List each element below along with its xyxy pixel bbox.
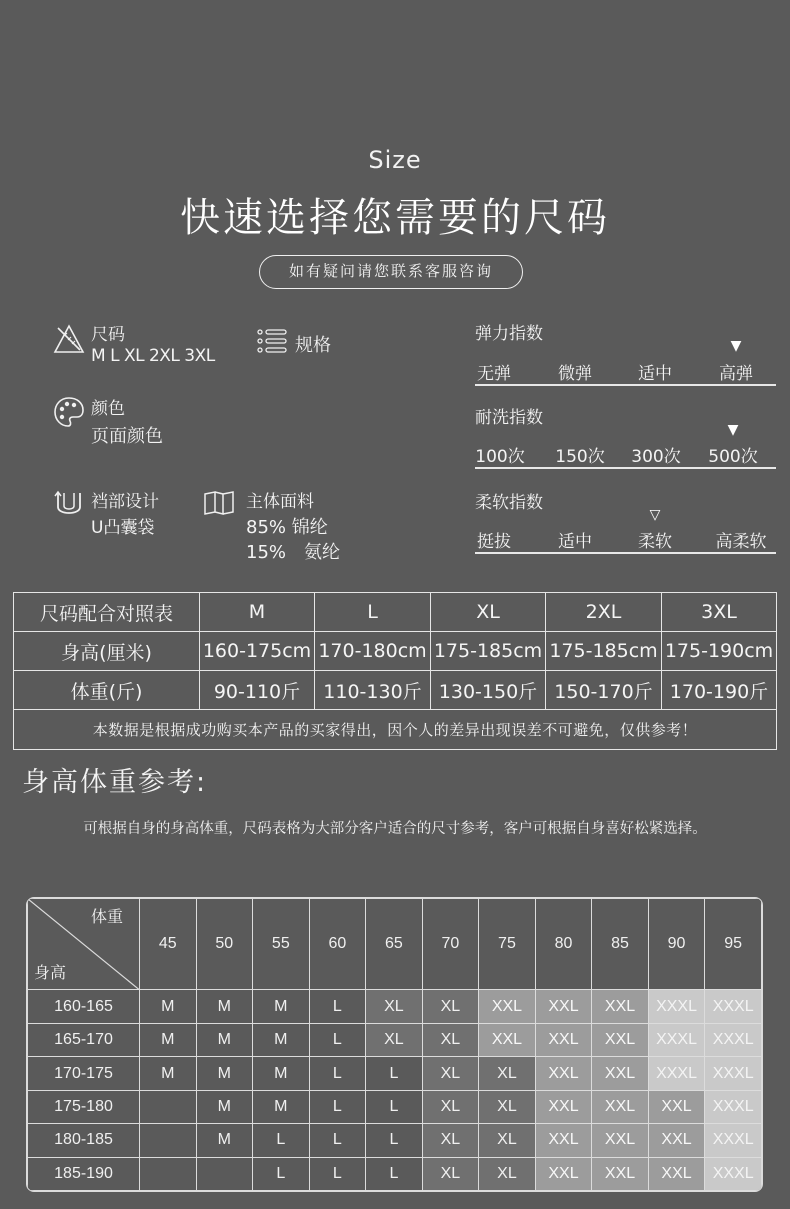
size-cell: L <box>309 1157 366 1190</box>
size-heading: Size <box>368 146 422 174</box>
soft-scale-line <box>475 552 776 554</box>
size-cell: XXXL <box>705 1023 762 1056</box>
weight-header-cell: 60 <box>309 899 366 990</box>
grid-header-row <box>28 899 762 990</box>
wash-option: 150次 <box>555 447 605 467</box>
table-cell: 150-170斤 <box>546 671 662 710</box>
size-cell: XXL <box>648 1090 705 1123</box>
size-label: 尺码 <box>91 325 125 345</box>
size-cell: L <box>309 1023 366 1056</box>
wash-index-title: 耐洗指数 <box>475 408 543 428</box>
size-cell: M <box>140 990 197 1023</box>
list-icon <box>256 328 288 354</box>
size-chart-title: 尺码配合对照表 <box>14 593 200 632</box>
size-cell: L <box>366 1157 423 1190</box>
soft-option: 柔软 <box>638 532 672 552</box>
elastic-index-title: 弹力指数 <box>475 324 543 344</box>
color-label: 颜色 <box>91 399 125 419</box>
table-row <box>14 671 777 710</box>
book-icon <box>203 490 235 516</box>
size-cell: M <box>196 1023 253 1056</box>
table-row <box>28 1124 762 1157</box>
size-cell: XL <box>422 1023 479 1056</box>
wash-scale-line <box>475 467 776 469</box>
size-cell: XXL <box>592 1023 649 1056</box>
fabric-nylon: 85% 锦纶 <box>246 517 328 538</box>
size-cell: L <box>366 1090 423 1123</box>
size-cell: XL <box>422 1057 479 1090</box>
size-cell: L <box>366 1124 423 1157</box>
corner-weight-label: 体重 <box>90 909 123 926</box>
size-chart-header <box>14 593 777 632</box>
size-cell: XXXL <box>705 990 762 1023</box>
size-cell: XXL <box>535 1157 592 1190</box>
weight-header-cell: 50 <box>196 899 253 990</box>
size-cell <box>196 1157 253 1190</box>
size-chart-note: 本数据是根据成功购买本产品的买家得出，因个人的差异出现误差不可避免，仅供参考！ <box>14 710 777 750</box>
weight-header-cell: 95 <box>705 899 762 990</box>
table-row <box>28 1023 762 1056</box>
soft-option: 挺拔 <box>477 532 511 552</box>
weight-header-cell: 45 <box>140 899 197 990</box>
hanger-ruler-icon <box>52 322 86 356</box>
size-cell: XXL <box>535 1090 592 1123</box>
size-cell: XXL <box>648 1157 705 1190</box>
soft-option: 高柔软 <box>715 532 767 552</box>
size-cell <box>140 1124 197 1157</box>
size-cell: XL <box>422 1124 479 1157</box>
page-title: 快速选择您需要的尺码 <box>180 195 610 241</box>
contact-service-button[interactable]: 如有疑问请您联系客服咨询 <box>259 255 523 289</box>
fabric-spandex: 15% 氨纶 <box>246 542 341 563</box>
weight-header-cell: 65 <box>366 899 423 990</box>
size-cell: M <box>196 1057 253 1090</box>
row-label: 身高(厘米) <box>14 632 200 671</box>
size-chart-col: 3XL <box>662 593 777 632</box>
height-row-label: 185-190 <box>28 1157 140 1190</box>
table-cell: 175-190cm <box>662 632 777 671</box>
size-cell: XXL <box>592 1090 649 1123</box>
table-row <box>28 1057 762 1090</box>
size-cell: XXL <box>592 1124 649 1157</box>
size-chart-col: 2XL <box>546 593 662 632</box>
wash-option: 500次 <box>708 447 758 467</box>
color-value: 页面颜色 <box>91 426 163 447</box>
size-chart-note-row <box>14 710 777 750</box>
size-cell: XXL <box>592 990 649 1023</box>
size-cell: XL <box>366 1023 423 1056</box>
size-cell: L <box>309 990 366 1023</box>
size-cell: XXL <box>479 1023 536 1056</box>
size-cell: L <box>309 1057 366 1090</box>
table-cell: 110-130斤 <box>315 671 431 710</box>
size-cell: XXXL <box>705 1157 762 1190</box>
size-chart-table <box>13 592 777 750</box>
size-cell: XL <box>479 1124 536 1157</box>
size-cell: M <box>253 990 310 1023</box>
table-row <box>14 632 777 671</box>
soft-option: 适中 <box>558 532 592 552</box>
size-cell: XXXL <box>648 1023 705 1056</box>
size-cell: XXXL <box>648 990 705 1023</box>
size-chart-col: L <box>315 593 431 632</box>
elastic-option: 高弹 <box>719 364 753 384</box>
table-cell: 175-185cm <box>546 632 662 671</box>
u-pouch-icon <box>52 487 86 521</box>
table-cell: 170-190斤 <box>662 671 777 710</box>
size-cell: XL <box>479 1157 536 1190</box>
elastic-option: 无弹 <box>477 364 511 384</box>
size-cell: XXL <box>479 990 536 1023</box>
wash-selected-marker: ▼ <box>727 422 739 438</box>
spec-label: 规格 <box>295 335 331 356</box>
size-chart-col: XL <box>431 593 546 632</box>
elastic-selected-marker: ▼ <box>730 338 742 354</box>
size-cell: M <box>140 1057 197 1090</box>
fabric-label: 主体面料 <box>246 492 314 512</box>
size-cell: XXL <box>535 1124 592 1157</box>
size-cell: M <box>196 1124 253 1157</box>
size-cell: XL <box>422 1090 479 1123</box>
table-cell: 175-185cm <box>431 632 546 671</box>
size-cell: XXL <box>535 1057 592 1090</box>
size-cell: L <box>366 1057 423 1090</box>
size-cell: XXXL <box>705 1057 762 1090</box>
size-cell: M <box>196 1090 253 1123</box>
size-cell: XL <box>422 1157 479 1190</box>
elastic-option: 微弹 <box>558 364 592 384</box>
size-cell: M <box>196 990 253 1023</box>
row-label: 体重(斤) <box>14 671 200 710</box>
size-cell: L <box>253 1124 310 1157</box>
table-cell: 90-110斤 <box>200 671 315 710</box>
size-cell: M <box>253 1023 310 1056</box>
elastic-scale-line <box>475 384 776 386</box>
size-cell: XL <box>479 1057 536 1090</box>
size-cell: XXL <box>648 1124 705 1157</box>
size-cell: XXXL <box>648 1057 705 1090</box>
elastic-option: 适中 <box>638 364 672 384</box>
size-cell: XXXL <box>705 1090 762 1123</box>
size-cell: XXL <box>535 1023 592 1056</box>
table-row <box>28 990 762 1023</box>
weight-header-cell: 70 <box>422 899 479 990</box>
wash-option: 300次 <box>631 447 681 467</box>
table-row <box>28 1157 762 1190</box>
weight-header-cell: 75 <box>479 899 536 990</box>
reference-description: 可根据自身的身高体重，尺码表格为大部分客户适合的尺寸参考，客户可根据自身喜好松紧选择。 <box>83 821 707 837</box>
crotch-design-value: U凸囊袋 <box>91 518 155 538</box>
weight-header-cell: 55 <box>253 899 310 990</box>
size-cell: XXL <box>592 1057 649 1090</box>
size-cell: L <box>309 1124 366 1157</box>
soft-index-title: 柔软指数 <box>475 493 543 513</box>
size-cell <box>140 1157 197 1190</box>
height-row-label: 165-170 <box>28 1023 140 1056</box>
table-cell: 130-150斤 <box>431 671 546 710</box>
size-value: M L XL 2XL 3XL <box>91 346 215 366</box>
table-cell: 160-175cm <box>200 632 315 671</box>
grid-corner-cell <box>28 899 140 990</box>
weight-header-cell: 90 <box>648 899 705 990</box>
table-cell: 170-180cm <box>315 632 431 671</box>
size-chart-col: M <box>200 593 315 632</box>
weight-header-cell: 80 <box>535 899 592 990</box>
size-cell: XXL <box>592 1157 649 1190</box>
corner-height-label: 身高 <box>34 965 67 983</box>
size-cell: XXXL <box>705 1124 762 1157</box>
height-row-label: 170-175 <box>28 1057 140 1090</box>
height-weight-table <box>27 898 762 1191</box>
size-cell: L <box>309 1090 366 1123</box>
soft-selected-marker: ▽ <box>649 507 661 523</box>
weight-header-cell: 85 <box>592 899 649 990</box>
crotch-design-label: 裆部设计 <box>91 492 159 512</box>
size-cell: XXL <box>535 990 592 1023</box>
height-row-label: 175-180 <box>28 1090 140 1123</box>
size-cell: M <box>253 1057 310 1090</box>
size-cell: XL <box>366 990 423 1023</box>
size-cell: M <box>253 1090 310 1123</box>
height-row-label: 160-165 <box>28 990 140 1023</box>
size-cell: XL <box>422 990 479 1023</box>
size-cell <box>140 1090 197 1123</box>
size-cell: M <box>140 1023 197 1056</box>
height-row-label: 180-185 <box>28 1124 140 1157</box>
palette-icon <box>52 395 86 429</box>
reference-title: 身高体重参考: <box>22 767 208 798</box>
wash-option: 100次 <box>475 447 525 467</box>
size-cell: L <box>253 1157 310 1190</box>
height-weight-grid <box>26 897 763 1192</box>
table-row <box>28 1090 762 1123</box>
size-cell: XL <box>479 1090 536 1123</box>
